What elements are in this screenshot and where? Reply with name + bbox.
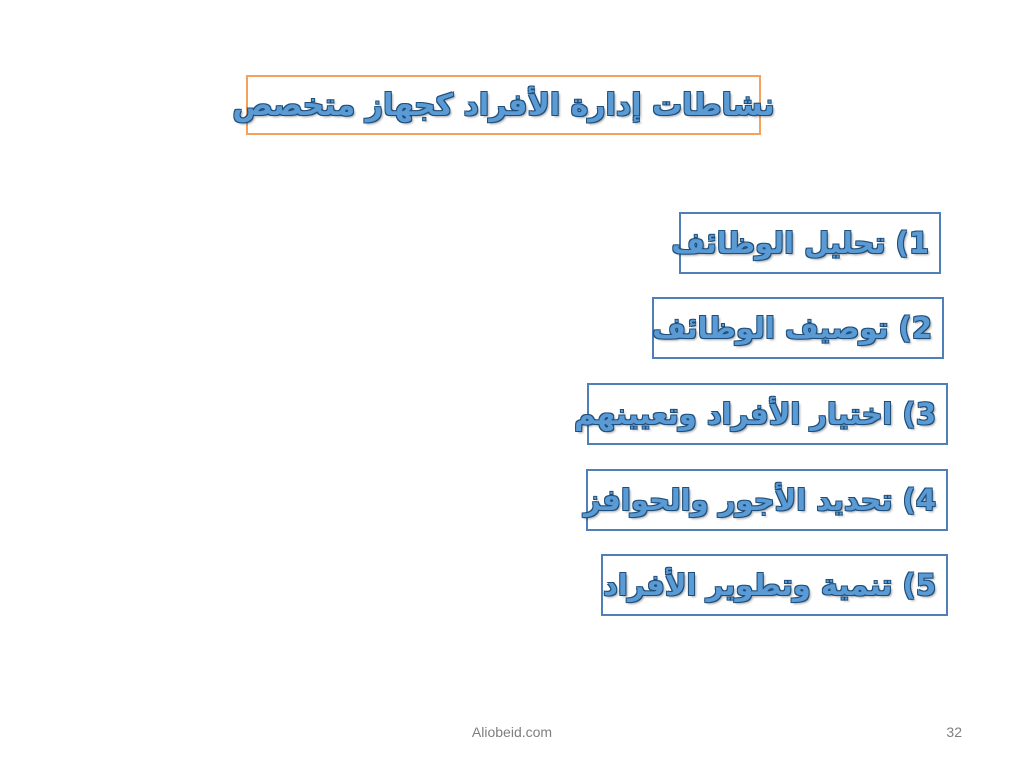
list-item-label: 1) تحليل الوظائف [671, 226, 929, 260]
list-item-job-description [652, 297, 944, 359]
list-item-development [601, 554, 948, 616]
list-item-job-analysis [671, 212, 941, 274]
list-item-label: 3) اختيار الأفراد وتعيينهم [574, 397, 936, 431]
list-item-label: 5) تنمية وتطوير الأفراد [603, 568, 936, 602]
list-item-selection-hiring [574, 383, 948, 445]
list-item-label: 4) تحديد الأجور والحوافز [583, 483, 936, 517]
slide-title-box [232, 75, 775, 135]
list-item-label: 2) توصيف الوظائف [652, 311, 932, 345]
list-item-wages-incentives [583, 469, 948, 531]
slide-title: نشاطات إدارة الأفراد كجهاز متخصص [232, 87, 775, 123]
page-number: 32 [946, 724, 962, 740]
footer-site: Aliobeid.com [471, 724, 553, 740]
